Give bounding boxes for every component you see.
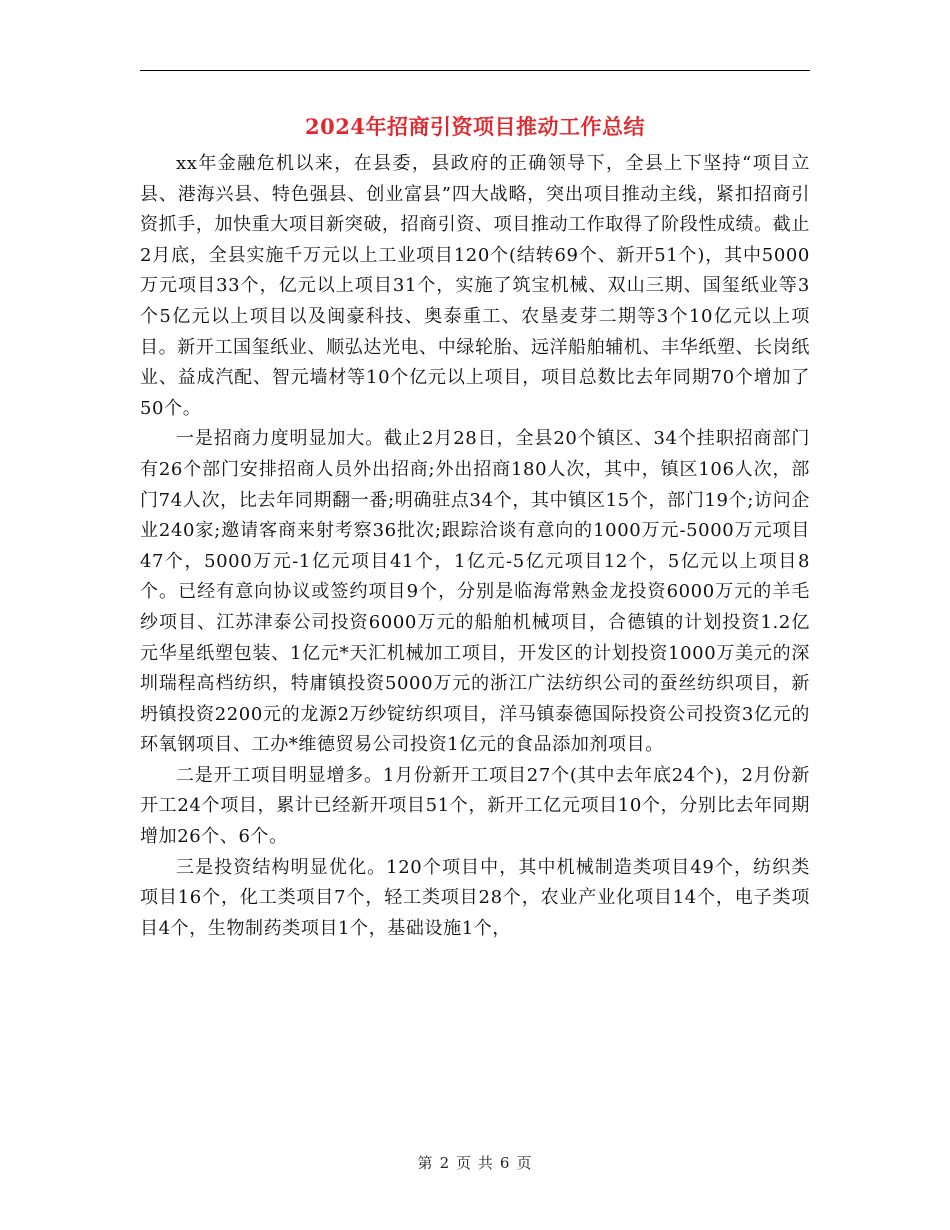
paragraph-point-one: 一是招商力度明显加大。截止2月28日，全县20个镇区、34个挂职招商部门有26个部门安排招商人员外出招商;外出招商180人次，其中，镇区106人次，部门74人次，比去年同期翻一番;明确驻点34个，其中镇区15个，部门19个;访问企业240家;邀请客商来射考察36批次;跟踪洽谈有意向的1000万元-5000万元项目47个，5000万元-1亿元项目41个，1亿元-5亿元项目12个，5亿元以上项目8个。已经有意向协议或签约项目9个，分别是临海常熟金龙投资6000万元的羊毛纱项目、江苏津泰公司投资6000万元的船舶机械项目，合德镇的计划投资1.2亿元华星纸塑包装、1亿元*天汇机械加工项目，开发区的计划投资1000万美元的深圳瑞程高档纺织，特庸镇投资5000万元的浙江广法纺织公司的蚕丝纺织项目，新坍镇投资2200元的龙源2万纱锭纺织项目，洋马镇泰德国际投资公司投资3亿元的环氧钢项目、工办*维德贸易公司投资1亿元的食品添加剂项目。 [140,428,810,756]
header-rule [140,70,810,71]
document-title: 2024年招商引资项目推动工作总结 [305,114,645,139]
footer-suffix: 页 [516,1154,533,1172]
footer-total-pages: 6 [499,1154,511,1172]
paragraph-point-three: 三是投资结构明显优化。120个项目中，其中机械制造类项目49个，纺织类项目16个，化工类项目7个，轻工类项目28个，农业产业化项目14个，电子类项目4个，生物制药类项目1个，基础设施1个， [140,856,810,939]
paragraph-intro: xx年金融危机以来，在县委，县政府的正确领导下，全县上下坚持“项目立县、港海兴县、特色强县、创业富县”四大战略，突出项目推动主线，紧扣招商引资抓手，加快重大项目新突破，招商引资、项目推动工作取得了阶段性成绩。截止2月底，全县实施千万元以上工业项目120个(结转69个、新开51个)，其中5000万元项目33个，亿元以上项目31个，实施了筑宝机械、双山三期、国玺纸业等3个5亿元以上项目以及闽豪科技、奥泰重工、农垦麦芽二期等3个10亿元以上项目。新开工国玺纸业、顺弘达光电、中绿轮胎、远洋船舶辅机、丰华纸塑、长岗纸业、益成汽配、智元墙材等10个亿元以上项目，项目总数比去年同期70个增加了50个。 [140,153,810,419]
footer-current-page: 2 [439,1154,451,1172]
footer-mid: 页 共 [456,1154,494,1172]
document-body [140,149,810,944]
footer-prefix: 第 [417,1154,434,1172]
page-number-footer [0,1152,950,1174]
paragraph-point-two: 二是开工项目明显增多。1月份新开工项目27个(其中去年底24个)，2月份新开工24个项目，累计已经新开项目51个，新开工亿元项目10个，分别比去年同期增加26个、6个。 [140,764,810,848]
